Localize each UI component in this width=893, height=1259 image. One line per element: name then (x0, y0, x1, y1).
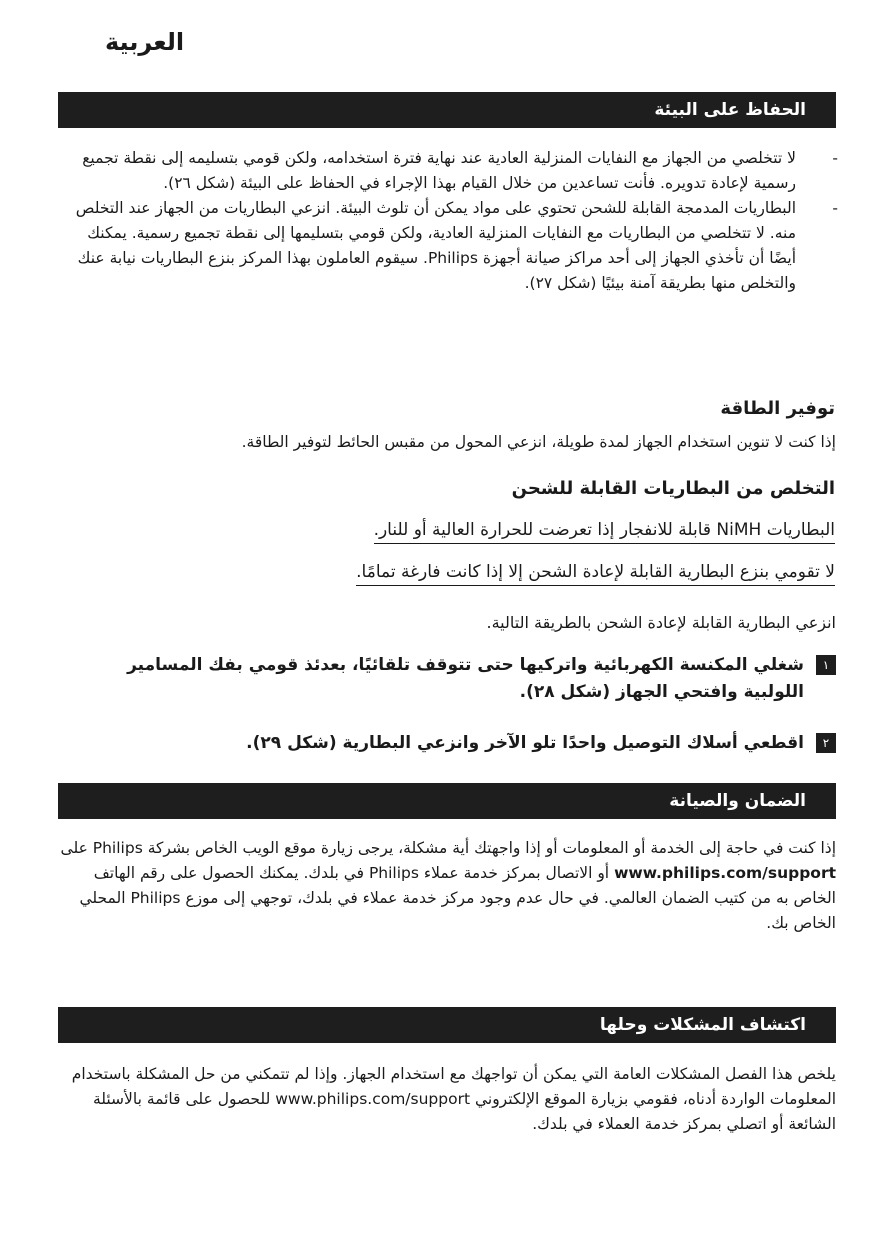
section-header-troubleshooting: اكتشاف المشكلات وحلها (58, 1007, 836, 1043)
step-number: ٢ (816, 733, 836, 753)
language-label: العربية (105, 28, 185, 56)
step-2 (100, 730, 836, 757)
support-url[interactable]: www.philips.com/support (275, 1090, 471, 1108)
energy-text: إذا كنت لا تنوين استخدام الجهاز لمدة طويلة، انزعي المحول من مقبس الحائط لتوفير الطاقة. (241, 433, 836, 451)
environment-list (58, 146, 838, 296)
step-text: شغلي المكنسة الكهربائية واتركيها حتى تتوقف تلقائيًا، بعدئذ قومي بفك المسامير اللولبية وافتحي الجهاز (شكل ٢٨). (127, 655, 804, 702)
step-text: اقطعي أسلاك التوصيل واحدًا تلو الآخر وانزعي البطارية (شكل ٢٩). (246, 733, 804, 753)
troubleshooting-text: يلخص هذا الفصل المشكلات العامة التي يمكن أن تواجهك مع استخدام الجهاز. وإذا لم تتمكني من حل المشكلة باستخدام المعلومات الواردة أدناه، فقومي بزيارة الموقع الإلكتروني www.philips.com/support للحصول على قائمة بالأسئلة الشائعة أو اتصلي بمركز خدمة العملاء في بلدك. (71, 1065, 836, 1133)
warning-empty-battery: لا تقومي بنزع البطارية القابلة لإعادة الشحن إلا إذا كانت فارغة تمامًا. (356, 562, 835, 586)
energy-title: توفير الطاقة (720, 398, 835, 419)
support-url[interactable]: www.philips.com/support (614, 864, 836, 882)
step-1 (100, 652, 836, 706)
step-number: ١ (816, 655, 836, 675)
section-header-warranty: الضمان والصيانة (58, 783, 836, 819)
warning-nimh: البطاريات NiMH قابلة للانفجار إذا تعرضت للحرارة العالية أو للنار. (374, 520, 835, 544)
dash-bullet-icon: - (832, 199, 838, 217)
list-item: - البطاريات المدمجة القابلة للشحن تحتوي على مواد يمكن أن تلوث البيئة. انزعي البطاريات من الجهاز عند التخلص منه. لا تتخلصي من البطاريات مع النفايات المنزلية العادية، ولكن قومي بتسليمها إلى نقطة تجميع رسمية. يمكنك أيضًا أن تأخذي الجهاز إلى أحد مراكز صيانة أجهزة Philips. سيقوم العاملون بهذا المركز بنزع البطاريات نيابة عنك والتخلص منها بطريقة آمنة بيئيًا (شكل ٢٧). (58, 196, 796, 296)
section-header-environment: الحفاظ على البيئة (58, 92, 836, 128)
disposal-intro: انزعي البطارية القابلة لإعادة الشحن بالطريقة التالية. (486, 613, 836, 632)
disposal-title: التخلص من البطاريات القابلة للشحن (511, 478, 835, 499)
dash-bullet-icon: - (832, 149, 838, 167)
list-item: - لا تتخلصي من الجهاز مع النفايات المنزلية العادية عند نهاية فترة استخدامه، ولكن قومي بتسليمه إلى نقطة تجميع رسمية لإعادة تدويره. فأنت تساعدين من خلال القيام بهذا الإجراء في الحفاظ على البيئة (شكل ٢٦). (58, 146, 796, 196)
warranty-text: إذا كنت في حاجة إلى الخدمة أو المعلومات أو إذا واجهتك أية مشكلة، يرجى زيارة موقع الويب الخاص بشركة Philips على www.philips.com/support أو الاتصال بمركز خدمة عملاء Philips في بلدك. يمكنك الحصول على رقم الهاتف الخاص به من كتيب الضمان العالمي. في حال عدم وجود مركز خدمة عملاء في بلدك، توجهي إلى موزع Philips المحلي الخاص بك. (60, 839, 836, 932)
